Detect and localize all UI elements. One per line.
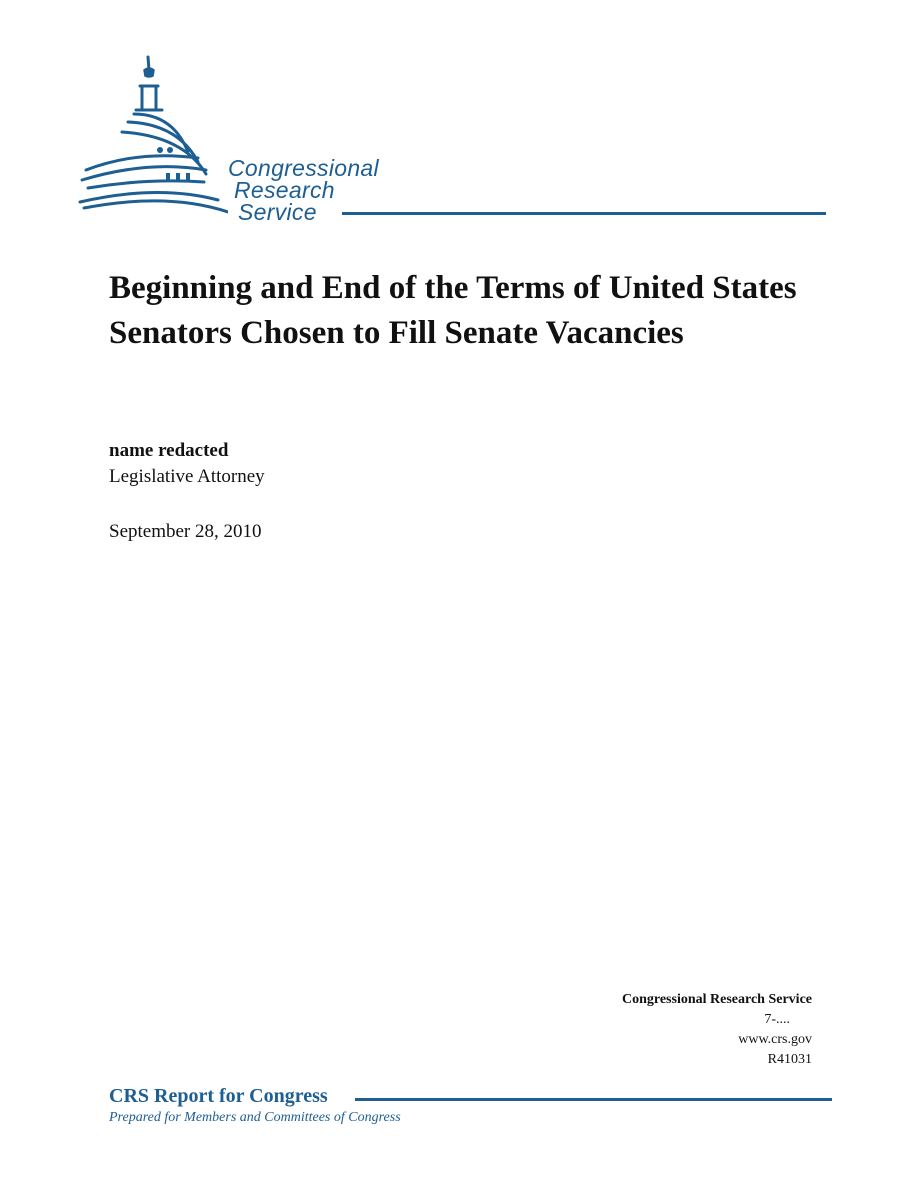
- crs-url[interactable]: www.crs.gov: [738, 1032, 812, 1047]
- logo-divider: [342, 212, 826, 215]
- author-block: [109, 438, 265, 490]
- crs-code: 7-....: [764, 1012, 790, 1027]
- capitol-dome-icon: [78, 52, 228, 227]
- footer-subtitle: Prepared for Members and Committees of Congress: [109, 1110, 401, 1125]
- logo-text-line2: Research: [234, 177, 335, 203]
- author-role: Legislative Attorney: [109, 466, 265, 487]
- footer-divider: [355, 1098, 832, 1101]
- crs-info-block: [622, 990, 812, 1070]
- report-title: Beginning and End of the Terms of United States Senators Chosen to Fill Senate Vacancies: [109, 270, 797, 351]
- logo-text-line3: Service: [238, 199, 317, 225]
- logo-text-line1: Congressional: [228, 155, 379, 181]
- author-name: name redacted: [109, 440, 229, 461]
- report-date: September 28, 2010: [109, 521, 262, 542]
- crs-org-name: Congressional Research Service: [621, 992, 812, 1007]
- footer-title: CRS Report for Congress: [109, 1085, 328, 1107]
- crs-logo: [78, 52, 838, 227]
- report-number: R41031: [767, 1052, 812, 1067]
